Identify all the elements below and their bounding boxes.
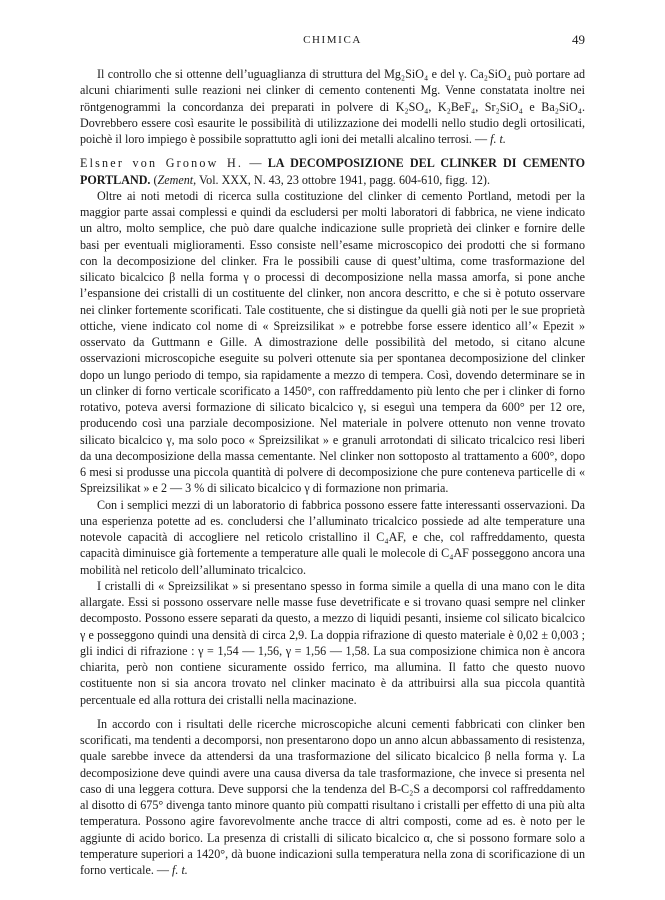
article-content — [80, 66, 585, 878]
body-paragraph-4-text: In accordo con i risultati delle ricerche microscopiche alcuni cementi fabbricati con clinker ben scorificati, ma tendenti a decomporsi, non presentarono dopo un anno alcun abbassamento di resistenza, quale sarebbe invece da attendersi da una trasformazione del silicato bicalcico β nella forma γ. La decomposizione deve quindi avere una causa diversa da tale trasformazione, che invece si presenta nel caso di una leggera cottura. Deve supporsi che la tendenza del B-C₂S a decomporsi col raffreddamento al disotto di 675° divenga tanto minore quanto più compatti risultano i cristalli per effetto di una più alta temperatura. Possono agire favorevolmente anche tracce di altri composti, come ad es. è noto per le aggiunte di acido borico. La presenza di cristalli di silicato bicalcico α, che si possono formare solo a temperature superiori a 1420°, dà buone indicazioni sulla temperatura nella zona di scorificazione di un forno verticale. — — [80, 716, 585, 877]
body-paragraph-2: Con i semplici mezzi di un laboratorio di fabbrica possono essere fatte interessanti osservazioni. Da una esperienza potette ad es. concludersi che l’alluminato tricalcico possiede ad alte temperature una notevole capacità di accogliere nel reticolo cristallino il C₄AF, e che, col raffreddamento, questa capacità diminuisce già fortemente a temperature alle quali le molecole di C₄AF posseggono ancora una mobilità nel reticolo dell’alluminato tricalcico. — [80, 497, 585, 577]
abstract-heading: Elsner von Gronow H. — LA DECOMPOSIZIONE DEL CLINKER DI CEMENTO PORTLAND. (Zement, Vol. XXX, N. 43, 23 ottobre 1941, pagg. 604-610, figg. 12). — [80, 156, 585, 187]
entry-title: LA DECOMPOSIZIONE DEL CLINKER DI CEMENTO PORTLAND. — [80, 156, 585, 187]
running-head-title: CHIMICA — [303, 34, 362, 46]
previous-abstract-text: Il controllo che si ottenne dell’uguaglianza di struttura del Mg₂SiO₄ e del γ. Ca₂SiO₄ può portare ad alcuni chiarimenti sulle reazioni nei clinker di cemento contenenti Mg. Venne constatata inoltre nei röntgenogrammi la concordanza dei preparati in polvere di K₂SO₄, K₂BeF₄, Sr₂SiO₄ e Ba₂SiO₄. Dovrebbero essere così esaurite le possibilità di utilizzazione dei modelli nello studio degli ortosilicati, poichè il loro impiego è possibile soprattutto agli ioni dei metalli alcalino terrosi. — — [80, 67, 585, 146]
body-initials: f. t. — [172, 863, 188, 877]
entry-citation: , Vol. XXX, N. 43, 23 ottobre 1941, pagg. 604-610, figg. 12). — [193, 172, 490, 187]
body-paragraph-1: Oltre ai noti metodi di ricerca sulla costituzione del clinker di cemento Portland, metodi per la maggior parte assai complessi e quindi da escludersi per molti laboratori di fabbrica, ne viene indicato un altro, molto semplice, che può dare qualche indicazione sulle proprietà dei clinker e fornire delle basi per eventuali miglioramenti. Esso consiste nell’esame microscopico dei prodotti che si formano con la decomposizione del clinker. Fra le possibili cause di quest’ultima, come trasformazione del silicato bicalcico β nella forma γ o processi di decomposizione nella massa amorfa, si pone anche l’espansione dei cristalli di un costituente del clinker, non ancora descritto, e che si è potuto osservare nei clinker fortemente scorificati. Tale costituente, che si distingue da quelli già noti per le sue proprietà ottiche, viene indicato col nome di « Spreizsilikat » e potrebbe forse essere identico all’« Epezit » osservato da Guttmann e Gille. A dimostrazione delle possibilità del metodo, si citano alcune osservazioni microscopiche eseguite su polveri ottenute sia per spontanea decomposizione del clinker dopo un lungo periodo di tempo, sia rapidamente a mezzo di tempera. Così, dovendo determinare se in un clinker di forno verticale scorificato a 1450°, con raffreddamento più lento che per i clinker di forno rotativo, poteva aversi formazione di silicato bicalcico γ, si eseguì una tempera da 600° per 12 ore, producendo così una parziale decomposizione. Nel materiale in polvere ottenuto non venne trovato silicato bicalcico γ, ma solo poco « Spreizsilikat » e granuli arrotondati di silicato tricalcico resi liberi da una decomposizione della massa cementante. Nel clinker non sottoposto al trattamento a 600°, dopo 6 mesi si produsse una piccola quantità di polvere di decomposizione che pure conteneva particelle di « Spreizsilikat » e 2 — 3 % di silicato bicalcico γ di formazione non primaria. — [80, 188, 585, 496]
abstract-initials: f. t. — [490, 132, 506, 146]
entry-dash: — — [243, 156, 268, 171]
body-paragraph-3: I cristalli di « Spreizsilikat » si presentano spesso in forma simile a quella di una mano con le dita allargate. Essi si possono osservare nelle masse fuse devetrificate e si trovano quasi sempre nel clinker decomposto. Possono essere separati da questo, a mezzo di liquidi pesanti, insieme col silicato bicalcico γ e posseggono quindi una densità di circa 2,9. La doppia rifrazione di questo materiale è 0,02 ± 0,003 ; gli indici di rifrazione : γ = 1,54 — 1,56, γ = 1,56 — 1,58. La sua composizione chimica non è ancora chiarita, però non contiene sicuramente ossido ferrico, ma allumina. Il fatto che questo nuovo costituente non si sia ancora trovato nel clinker macinato è da attribuirsi alla sua piccola quantità percentuale ed alla rottura dei cristalli nella macinazione. — [80, 578, 585, 707]
body-paragraph-4 — [80, 716, 585, 879]
page-number: 49 — [572, 32, 585, 47]
previous-abstract-end — [80, 66, 585, 147]
running-head — [80, 34, 585, 50]
entry-author: Elsner von Gronow H. — [80, 156, 244, 171]
entry-journal: Zement — [157, 172, 194, 187]
